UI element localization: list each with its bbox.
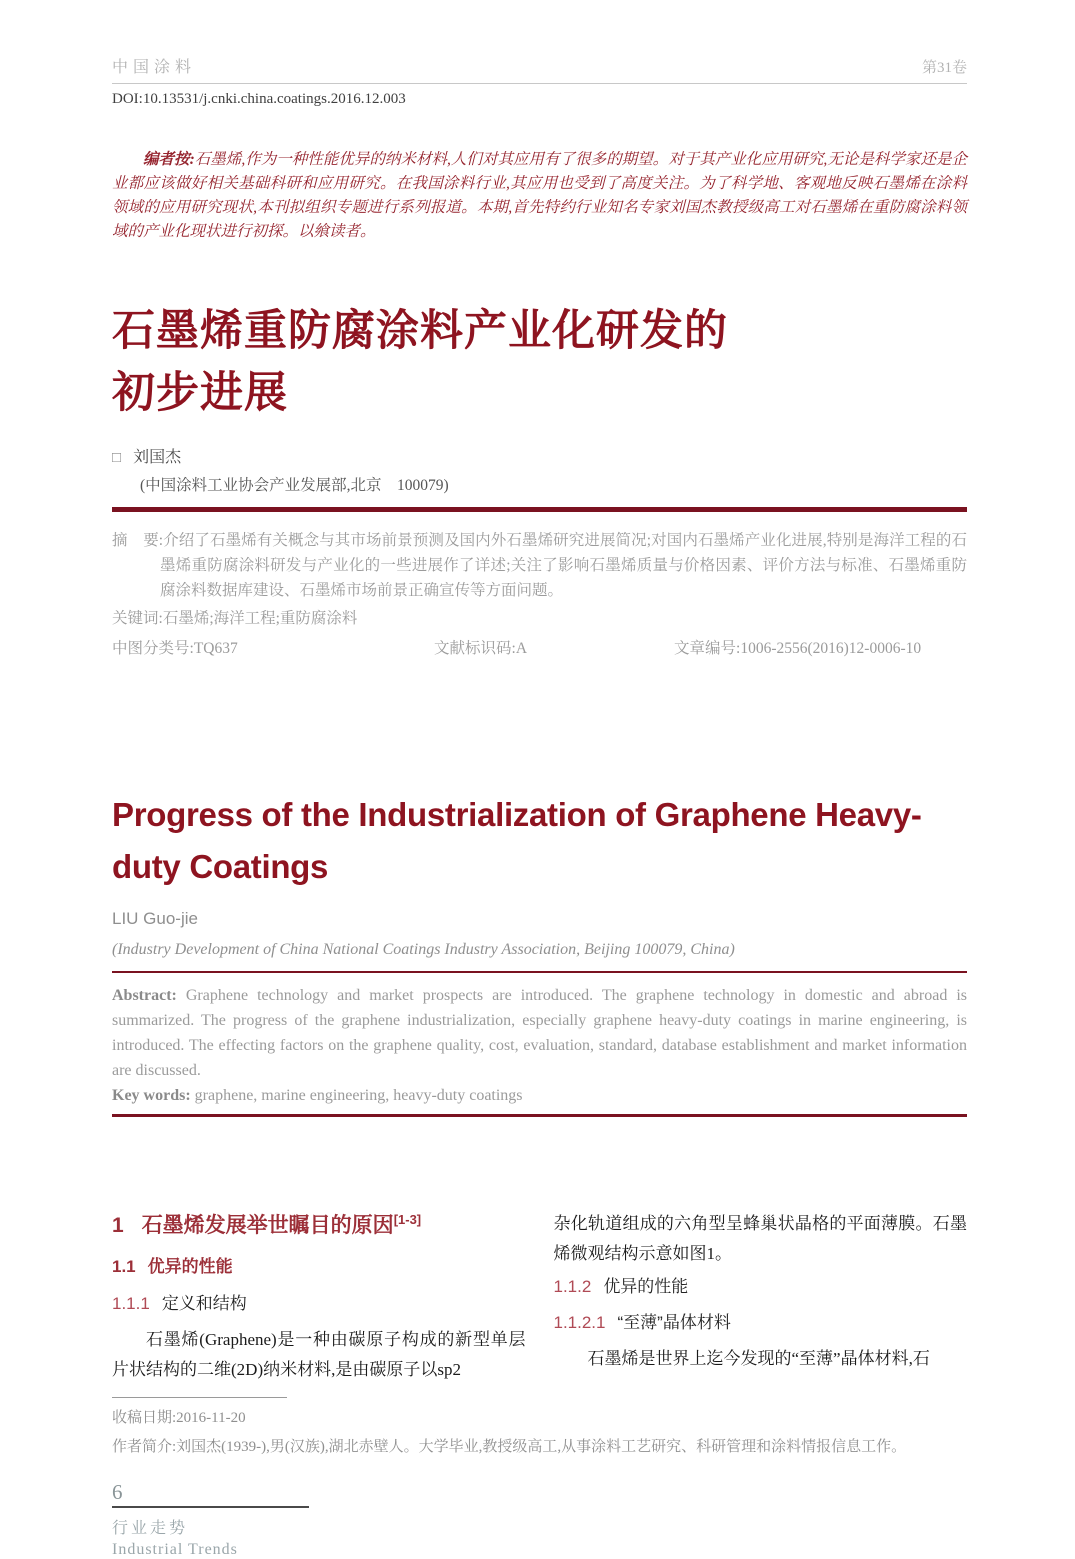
received-date-line [112,1406,967,1427]
section-number: 1.1.2.1 [553,1313,606,1332]
clc-number [112,636,434,661]
section-title: “至薄”晶体材料 [617,1313,731,1332]
section-title: 优异的性能 [147,1257,233,1276]
document-code [434,636,674,661]
author-bio-label: 作者简介: [112,1439,177,1455]
keywords-label-en: Key words: [112,1087,191,1104]
citation-superscript: [1-3] [393,1212,422,1227]
document-code-value: A [515,640,528,657]
keywords-text-cn: 石墨烯;海洋工程;重防腐涂料 [162,610,358,627]
author-bio-text: 刘国杰(1939-),男(汉族),湖北赤壁人。大学毕业,教授级高工,从事涂料工艺研究、科研管理和涂料情报信息工作。 [176,1439,907,1455]
abstract-block-en [112,983,967,1108]
section-heading-1 [112,1209,526,1239]
keywords-en [112,1083,967,1108]
section-heading-1-1-2 [554,1272,968,1297]
abstract-text-en: Graphene technology and market prospects are introduced. The graphene technology in domestic and abroad is summarized. The progress of the graphene industrialization, especially graphene heavy-duty coatings in marine engineering, is introduced. The effecting factors on the graphene quality, cost, evaluation, standard, database establishment and market information are discussed. [112,987,967,1079]
divider-mid-maroon [112,1114,967,1117]
editor-note-text: 石墨烯,作为一种性能优异的纳米材料,人们对其应用有了很多的期望。对于其产业化应用研究,无论是科学家还是企业都应该做好相关基础科研和应用研究。在我国涂料行业,其应用也受到了高度关注。为了科学地、客观地反映石墨烯在涂料领域的应用研究现状,本刊拟组织专题进行系列报道。本期,首先特约行业知名专家刘国杰教授级高工对石墨烯在重防腐涂料领域的产业化现状进行初探。以飨读者。 [112,151,967,240]
square-marker-icon: □ [112,450,122,466]
section-heading-1-1-2-1 [554,1308,968,1333]
classification-row [112,636,967,661]
keywords-label-cn: 关键词: [112,610,163,627]
section-heading-1-1-1 [112,1289,526,1314]
footnote-block [112,1397,967,1456]
section-title: 定义和结构 [161,1294,247,1313]
clc-value: TQ637 [193,640,238,657]
body-paragraph: 石墨烯是世界上迄今发现的“至薄”晶体材料,石 [587,1349,930,1368]
abstract-label-en: Abstract: [112,987,177,1004]
page-number: 6 [112,1480,123,1504]
journal-name: 中国涂料 [112,59,197,76]
keywords-text-en: graphene, marine engineering, heavy-duty coatings [190,1087,523,1104]
abstract-cn [112,528,967,603]
article-title-cn-line1: 石墨烯重防腐涂料产业化研发的 [112,307,728,355]
footnote-divider [112,1397,287,1398]
article-title-cn [112,300,967,424]
doi-line: DOI:10.13531/j.cnki.china.coatings.2016.12.003 [112,91,406,107]
author-name-cn: 刘国杰 [133,449,182,466]
affiliation-cn: (中国涂料工业协会产业发展部,北京 100079) [140,477,449,494]
page-content [112,0,967,1559]
section-title: 石墨烯发展举世瞩目的原因 [141,1214,394,1237]
author-name-en: LIU Guo-jie [112,909,198,928]
affiliation-en: (Industry Development of China National Coatings Industry Association, Beijing 100079, China) [112,941,735,958]
volume-label: 第31卷 [921,60,967,76]
section-number: 1 [112,1214,124,1237]
section-number: 1.1.1 [112,1294,150,1313]
article-title-en: Progress of the Industrialization of Graphene Heavy-duty Coatings [112,796,922,885]
keywords-cn [112,606,967,631]
abstract-block-cn [112,528,967,661]
body-column-right [554,1209,968,1385]
footer-divider [112,1506,309,1508]
column-name-cn: 行业走势 [112,1520,189,1537]
abstract-text-cn: 介绍了石墨烯有关概念与其市场前景预测及国内外石墨烯研究进展简况;对国内石墨烯产业化进展,特别是海洋工程的石墨烯重防腐涂料研发与产业化的一些进展作了详述;关注了影响石墨烯质量与价格因素、评价方法与标准、石墨烯重防腐涂料数据库建设、石墨烯市场前景正确宣传等方面问题。 [160,532,968,599]
section-heading-1-1 [112,1252,526,1277]
body-column-left [112,1209,526,1385]
body-paragraph: 杂化轨道组成的六角型呈蜂巢状晶格的平面薄膜。石墨烯微观结构示意如图1。 [553,1214,967,1263]
article-id-label: 文章编号: [674,640,741,657]
author-bio-line [112,1435,967,1456]
abstract-label-cn: 摘 要: [112,532,164,549]
article-id-value: 1006-2556(2016)12-0006-10 [740,640,922,657]
clc-label: 中图分类号: [112,640,194,657]
column-name-en: Industrial Trends [112,1541,238,1558]
article-body [112,1209,967,1385]
section-number: 1.1.2 [553,1277,592,1296]
document-code-label: 文献标识码: [434,640,516,657]
article-id [674,636,921,661]
divider-thin-maroon [112,971,967,973]
divider-thick-maroon [112,507,967,512]
editor-note-label: 编者按: [143,151,195,168]
received-date-label: 收稿日期: [112,1410,177,1426]
body-paragraph: 石墨烯(Graphene)是一种由碳原子构成的新型单层片状结构的二维(2D)纳米材料,是由碳原子以sp2 [112,1330,526,1379]
article-title-cn-line2: 初步进展 [112,369,288,417]
editor-note [112,148,967,244]
abstract-en [112,983,967,1083]
running-header [112,54,967,84]
section-title: 优异的性能 [603,1277,689,1296]
page-footer [112,1480,967,1559]
section-number: 1.1 [112,1257,136,1276]
received-date-value: 2016-11-20 [176,1410,246,1426]
author-line-cn [112,444,967,467]
